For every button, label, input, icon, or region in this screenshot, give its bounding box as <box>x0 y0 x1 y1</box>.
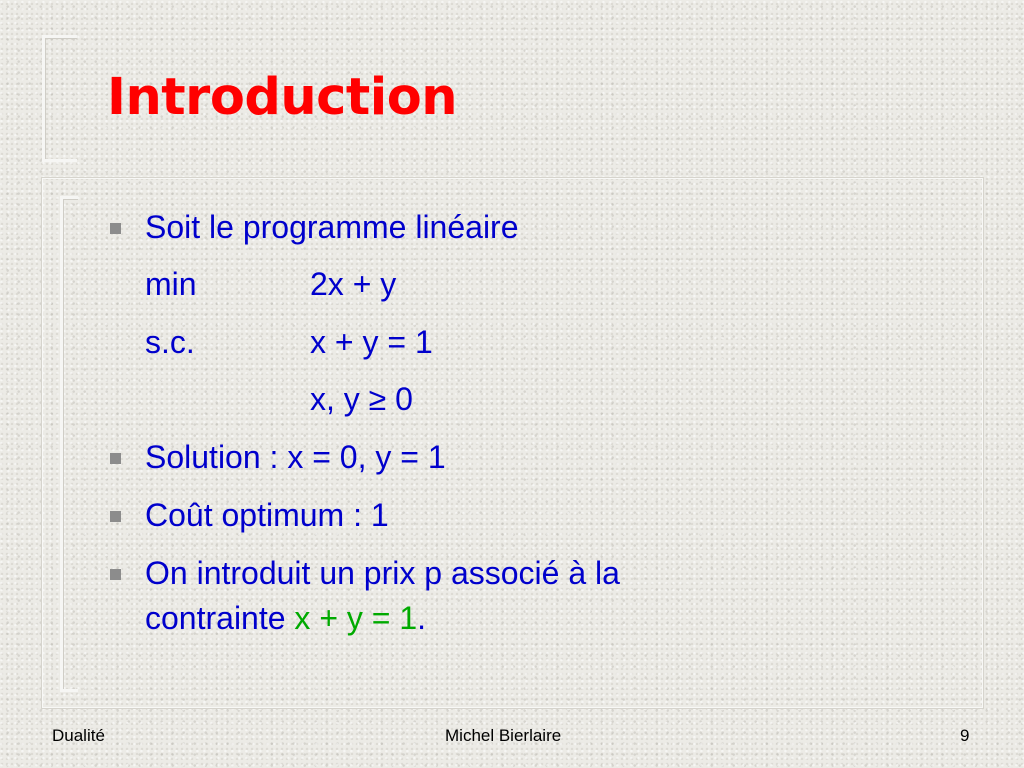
min-label: min <box>145 266 197 302</box>
footer-page-number: 9 <box>960 726 970 745</box>
highlighted-constraint: x + y = 1 <box>294 600 418 636</box>
bullet-item-3: Coût optimum : 1 <box>145 497 389 533</box>
bullet-item-2: Solution : x = 0, y = 1 <box>145 439 446 475</box>
bullet-square-icon <box>110 223 121 234</box>
bullet-square-icon <box>110 453 121 464</box>
constraint-expression: x + y = 1 <box>310 324 433 360</box>
program-objective-row <box>145 266 197 303</box>
body-bracket-decoration <box>60 196 78 692</box>
contrainte-text: contrainte <box>145 600 295 636</box>
footer-left-title: Dualité <box>52 726 105 745</box>
sc-label: s.c. <box>145 324 195 360</box>
bullet-item-4-line-1: On introduit un prix p associé à la <box>145 555 620 591</box>
slide-title: Introduction <box>107 68 458 127</box>
bounds-expression: x, y ≥ 0 <box>310 381 413 417</box>
footer-author: Michel Bierlaire <box>445 726 562 745</box>
bullet-square-icon <box>110 511 121 522</box>
bullet-square-icon <box>110 569 121 580</box>
bullet-item-1: Soit le programme linéaire <box>145 209 519 245</box>
sentence-period: . <box>417 600 427 636</box>
objective-expression: 2x + y <box>310 266 397 302</box>
title-bracket-decoration <box>42 35 77 162</box>
bullet-item-4-line-2 <box>145 600 426 637</box>
program-constraint-row <box>145 324 195 361</box>
